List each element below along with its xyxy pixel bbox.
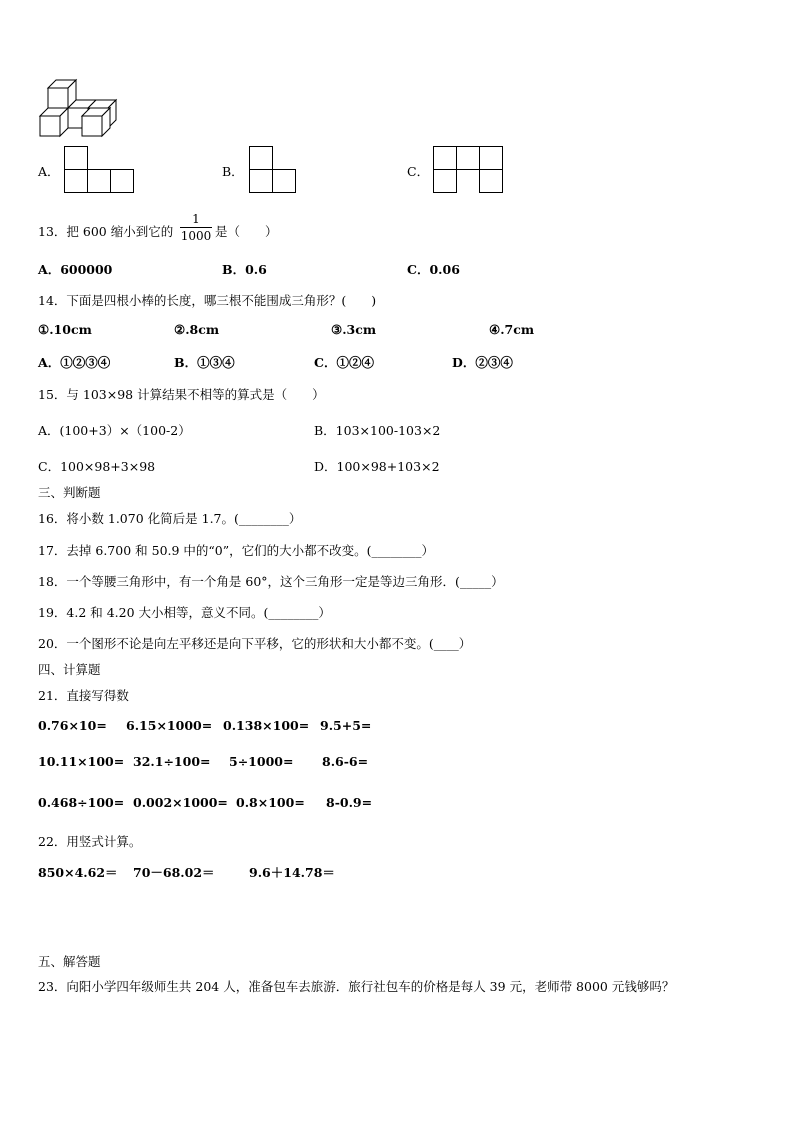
q21-item: 0.138×100=	[223, 718, 310, 733]
q22-item: 70－68.02＝	[133, 865, 215, 880]
q12-option-a-label: A．	[38, 164, 60, 179]
q14-stick-1: ①.10cm	[38, 322, 92, 337]
q21-item: 10.11×100=	[38, 754, 125, 769]
q15-option-c: C．100×98+3×98	[38, 459, 156, 474]
cube-stack-figure	[38, 76, 120, 138]
q13-fraction-numerator: 1	[192, 212, 200, 226]
q21-item: 32.1÷100=	[133, 754, 211, 769]
q14-option-c: C．①②④	[314, 355, 374, 370]
q13-fraction	[180, 212, 212, 243]
q13-stem-post: 是（ ）	[215, 224, 278, 239]
q17-text: 17．去掉 6.700 和 50.9 中的“0”，它们的大小都不改变。(________）	[38, 543, 435, 558]
q13-option-b: B．0.6	[222, 262, 267, 277]
q14-stick-2: ②.8cm	[174, 322, 220, 337]
q14-stem: 14．下面是四根小棒的长度，哪三根不能围成三角形？( )	[38, 293, 377, 308]
q13-stem-pre: 13．把 600 缩小到它的	[38, 224, 174, 239]
q15-option-a: A．(100+3）×（100-2）	[38, 423, 191, 438]
q18-text: 18．一个等腰三角形中，有一个角是 60°，这个三角形一定是等边三角形．(_____）	[38, 574, 504, 589]
q14-stick-4: ④.7cm	[489, 322, 535, 337]
q21-item: 8.6-6=	[322, 754, 369, 769]
q21-item: 0.76×10=	[38, 718, 107, 733]
q21-item: 0.002×1000=	[133, 795, 228, 810]
q13-option-a: A．600000	[38, 262, 113, 277]
q14-option-d: D．②③④	[452, 355, 513, 370]
q23-text: 23．向阳小学四年级师生共 204 人，准备包车去旅游．旅行社包车的价格是每人 39 元，老师带 8000 元钱够吗？	[38, 979, 675, 994]
q15-option-b: B．103×100-103×2	[314, 423, 441, 438]
q22-stem: 22．用竖式计算。	[38, 834, 142, 849]
section-heading-word-problems: 五、解答题	[38, 954, 101, 969]
q14-option-a: A．①②③④	[38, 355, 111, 370]
q21-stem: 21．直接写得数	[38, 688, 129, 703]
q13-option-c: C．0.06	[407, 262, 460, 277]
q12-option-c-label: C．	[407, 164, 430, 179]
q21-item: 0.468÷100=	[38, 795, 125, 810]
q15-stem: 15．与 103×98 计算结果不相等的算式是（ ）	[38, 387, 325, 402]
q22-item: 850×4.62＝	[38, 865, 118, 880]
q19-text: 19．4.2 和 4.20 大小相等，意义不同。(________）	[38, 605, 331, 620]
q21-item: 9.5+5=	[320, 718, 372, 733]
q14-stick-3: ③.3cm	[331, 322, 377, 337]
section-heading-calculation: 四、计算题	[38, 662, 101, 677]
q22-item: 9.6＋14.78＝	[249, 865, 335, 880]
section-heading-judgment: 三、判断题	[38, 485, 101, 500]
q21-item: 0.8×100=	[236, 795, 305, 810]
q14-option-b: B．①③④	[174, 355, 235, 370]
q13-fraction-denominator: 1000	[180, 229, 212, 243]
q15-option-d: D．100×98+103×2	[314, 459, 440, 474]
q16-text: 16．将小数 1.070 化简后是 1.7。(________）	[38, 511, 302, 526]
q21-item: 8-0.9=	[326, 795, 373, 810]
q21-item: 5÷1000=	[229, 754, 294, 769]
q12-option-b-label: B．	[222, 164, 244, 179]
q21-item: 6.15×1000=	[126, 718, 213, 733]
q20-text: 20．一个图形不论是向左平移还是向下平移，它的形状和大小都不变。(____）	[38, 636, 472, 651]
